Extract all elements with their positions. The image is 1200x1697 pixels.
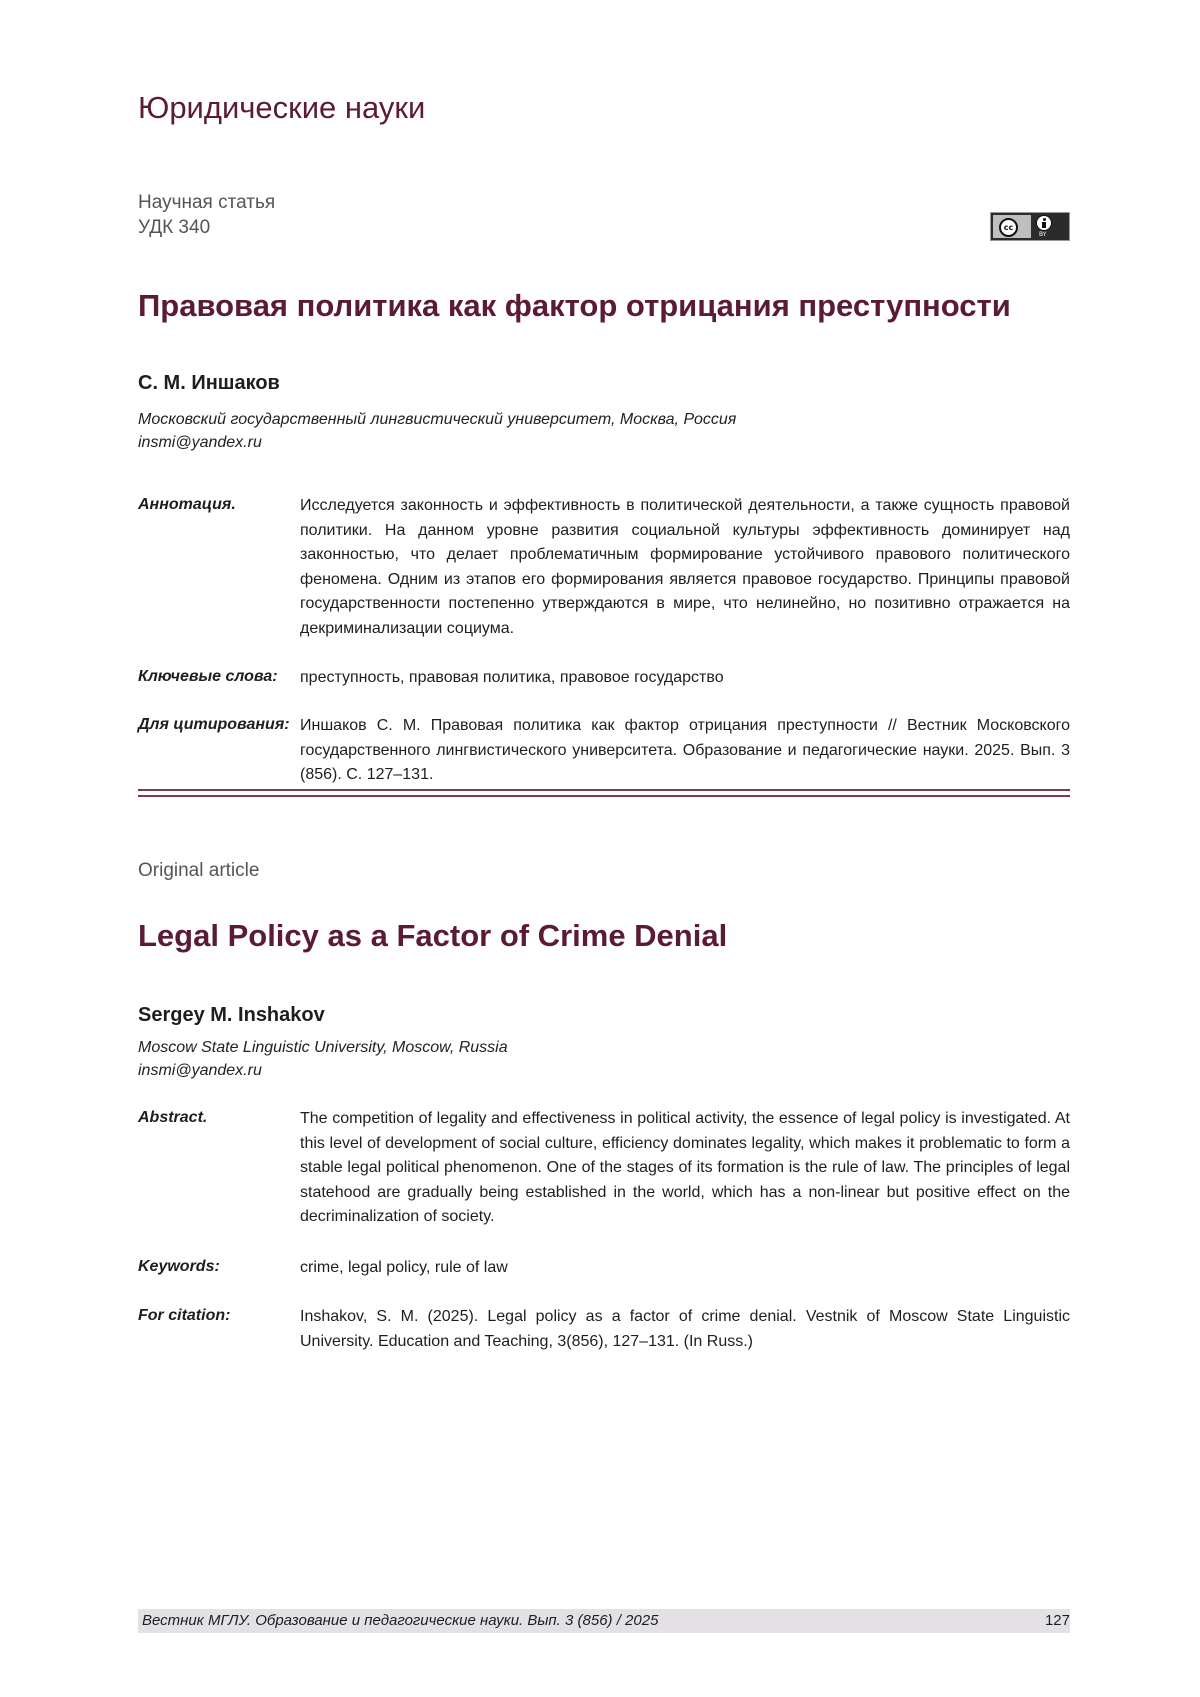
- attribution-icon: [1036, 215, 1052, 231]
- keywords-en: crime, legal policy, rule of law: [300, 1256, 1070, 1281]
- abstract-ru: Исследуется законность и эффективность в политической деятельности, а также сущность правовой политики. На данном уровне развития социальной культуры эффективность доминирует над законностью, что делает проблематичным формирование устойчивого правового политического феномена. Одним из этапов его формирования является правовое государство. Принципы правовой государственности постепенно утверждаются в мире, что нелинейно, но позитивно отражается на декриминализации социума.: [300, 494, 1070, 641]
- cc-icon: cc: [999, 218, 1018, 237]
- citation-label-en: For citation:: [138, 1307, 230, 1325]
- abstract-label-en: Abstract.: [138, 1109, 207, 1127]
- citation-ru: Иншаков С. М. Правовая политика как фактор отрицания преступности // Вестник Московского государственного лингвистического университета. Образование и педагогические науки. 2025. Вып. 3 (856). С. 127–131.: [300, 714, 1070, 788]
- footer-journal: Вестник МГЛУ. Образование и педагогические науки. Вып. 3 (856) / 2025: [142, 1612, 658, 1629]
- author-en: Sergey M. Inshakov: [138, 1004, 325, 1027]
- affiliation-en: Moscow State Linguistic University, Moscow, Russia: [138, 1036, 508, 1059]
- article-type: Научная статья: [138, 190, 275, 215]
- article-meta: [138, 190, 275, 240]
- article-title-en: Legal Policy as a Factor of Crime Denial: [138, 918, 727, 954]
- by-label: BY: [1039, 231, 1046, 238]
- author-ru: С. М. Иншаков: [138, 372, 280, 395]
- abstract-label-ru: Аннотация.: [138, 496, 236, 514]
- citation-en: Inshakov, S. M. (2025). Legal policy as a factor of crime denial. Vestnik of Moscow State Linguistic University. Education and Teaching, 3(856), 127–131. (In Russ.): [300, 1305, 1070, 1354]
- page-number: 127: [1045, 1612, 1070, 1629]
- abstract-en: The competition of legality and effectiveness in political activity, the essence of legal policy is investigated. At this level of development of social culture, efficiency dominates legality, which makes it problematic to form a stable legal political phenomenon. One of the stages of its formation is the rule of law. The principles of legal statehood are gradually being established in the world, which has a non-linear but positive effect on the decriminalization of society.: [300, 1107, 1070, 1230]
- article-type-en: Original article: [138, 860, 259, 882]
- divider-top: [138, 789, 1070, 791]
- divider-bottom: [138, 795, 1070, 797]
- keywords-label-en: Keywords:: [138, 1258, 220, 1276]
- email-ru[interactable]: insmi@yandex.ru: [138, 431, 736, 454]
- affiliation-ru: Московский государственный лингвистический университет, Москва, Россия: [138, 408, 736, 431]
- keywords-label-ru: Ключевые слова:: [138, 668, 278, 686]
- page-footer: [138, 1609, 1070, 1633]
- email-en[interactable]: insmi@yandex.ru: [138, 1059, 508, 1082]
- section-title: Юридические науки: [138, 90, 425, 126]
- cc-panel: [993, 215, 1031, 238]
- udc-code: УДК 340: [138, 215, 275, 240]
- affiliation-en-block: [138, 1036, 508, 1082]
- citation-label-ru: Для цитирования:: [138, 716, 290, 734]
- article-title-ru: Правовая политика как фактор отрицания преступности: [138, 288, 1011, 324]
- keywords-ru: преступность, правовая политика, правовое государство: [300, 666, 1070, 691]
- affiliation-ru-block: [138, 408, 736, 454]
- cc-by-license-icon[interactable]: [990, 212, 1070, 241]
